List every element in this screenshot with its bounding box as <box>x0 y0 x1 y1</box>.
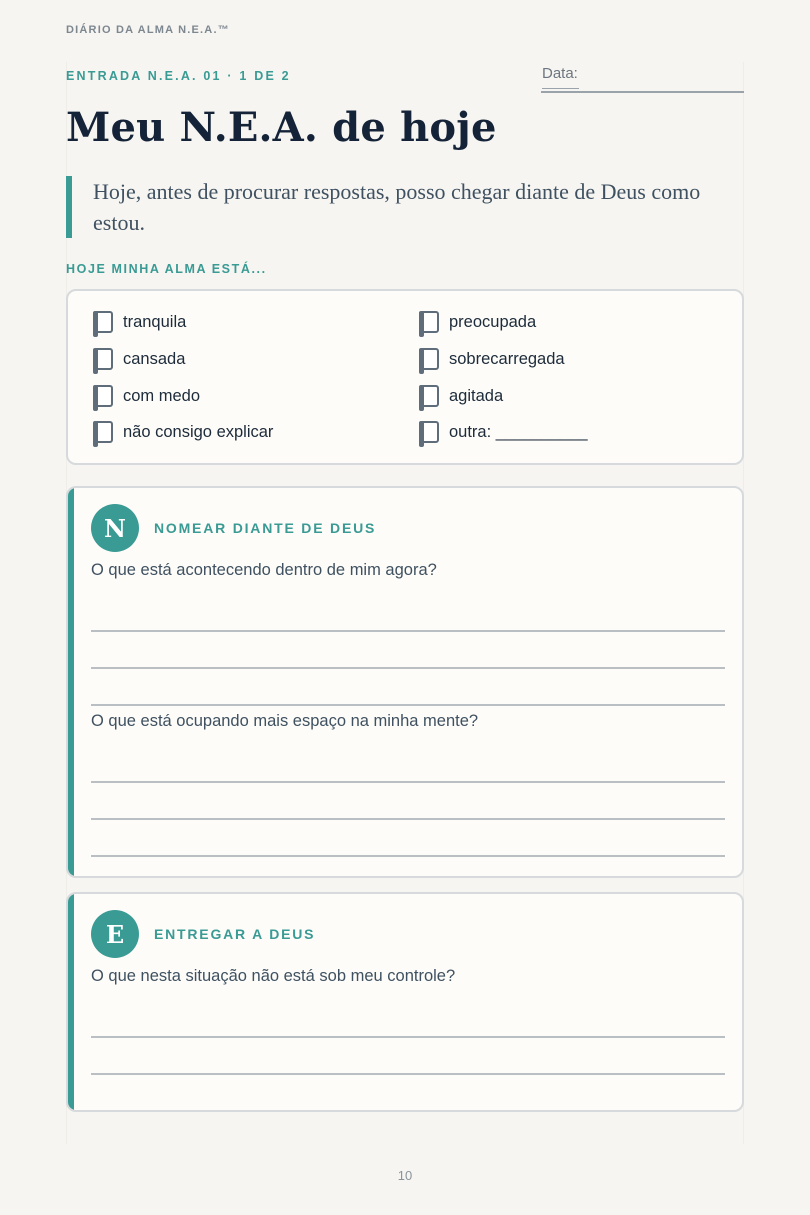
writing-line[interactable] <box>91 818 725 820</box>
page-number: 10 <box>397 1168 413 1183</box>
checkbox-icon[interactable] <box>93 348 113 370</box>
writing-line[interactable] <box>91 704 725 706</box>
mood-option-label: sobrecarregada <box>449 349 565 368</box>
mood-option-label: não consigo explicar <box>123 422 274 441</box>
section-heading: ENTREGAR A DEUS <box>154 926 316 942</box>
section-card-nomear <box>66 486 744 878</box>
section-letter-badge: E <box>91 910 139 958</box>
question-text: O que está acontecendo dentro de mim agora? <box>91 561 437 579</box>
intro-quote-text: Hoje, antes de procurar respostas, posso chegar diante de Deus como estou. <box>93 179 701 235</box>
writing-line[interactable] <box>91 855 725 857</box>
section-heading: NOMEAR DIANTE DE DEUS <box>154 520 377 536</box>
mood-option-label: agitada <box>449 386 504 405</box>
writing-line[interactable] <box>91 667 725 669</box>
section-card-entregar <box>66 892 744 1112</box>
mood-option-label: com medo <box>123 386 201 405</box>
mood-checklist <box>66 289 744 465</box>
mood-option[interactable] <box>419 347 565 371</box>
mood-option-label: tranquila <box>123 312 187 331</box>
writing-line[interactable] <box>91 1073 725 1075</box>
journal-name: DIÁRIO DA ALMA N.E.A.™ <box>66 24 230 36</box>
writing-line[interactable] <box>91 630 725 632</box>
date-field[interactable] <box>541 63 744 93</box>
checkbox-icon[interactable] <box>93 385 113 407</box>
writing-line[interactable] <box>91 1036 725 1038</box>
mood-section-label: HOJE MINHA ALMA ESTÁ... <box>66 262 267 276</box>
mood-option[interactable] <box>93 310 186 334</box>
checkbox-icon[interactable] <box>93 311 113 333</box>
question-text: O que nesta situação não está sob meu controle? <box>91 967 456 985</box>
mood-option[interactable] <box>419 420 588 444</box>
section-letter-badge: N <box>91 504 139 552</box>
checkbox-icon[interactable] <box>93 421 113 443</box>
writing-line[interactable] <box>91 781 725 783</box>
mood-option[interactable] <box>419 384 503 408</box>
checkbox-icon[interactable] <box>419 348 439 370</box>
checkbox-icon[interactable] <box>419 385 439 407</box>
date-label-underline <box>542 88 579 89</box>
mood-option-label: cansada <box>123 349 186 368</box>
mood-option[interactable] <box>93 347 185 371</box>
mood-option-label: outra: __________ <box>449 422 588 441</box>
mood-option[interactable] <box>419 310 536 334</box>
mood-option[interactable] <box>93 420 273 444</box>
mood-option[interactable] <box>93 384 200 408</box>
checkbox-icon[interactable] <box>419 311 439 333</box>
checkbox-icon[interactable] <box>419 421 439 443</box>
intro-quote <box>66 176 726 238</box>
mood-option-label: preocupada <box>449 312 537 331</box>
date-label: Data: <box>542 65 578 82</box>
entry-label: ENTRADA N.E.A. 01 · 1 DE 2 <box>66 69 291 83</box>
page-title: Meu N.E.A. de hoje <box>66 104 497 151</box>
question-text: O que está ocupando mais espaço na minha mente? <box>91 712 479 730</box>
